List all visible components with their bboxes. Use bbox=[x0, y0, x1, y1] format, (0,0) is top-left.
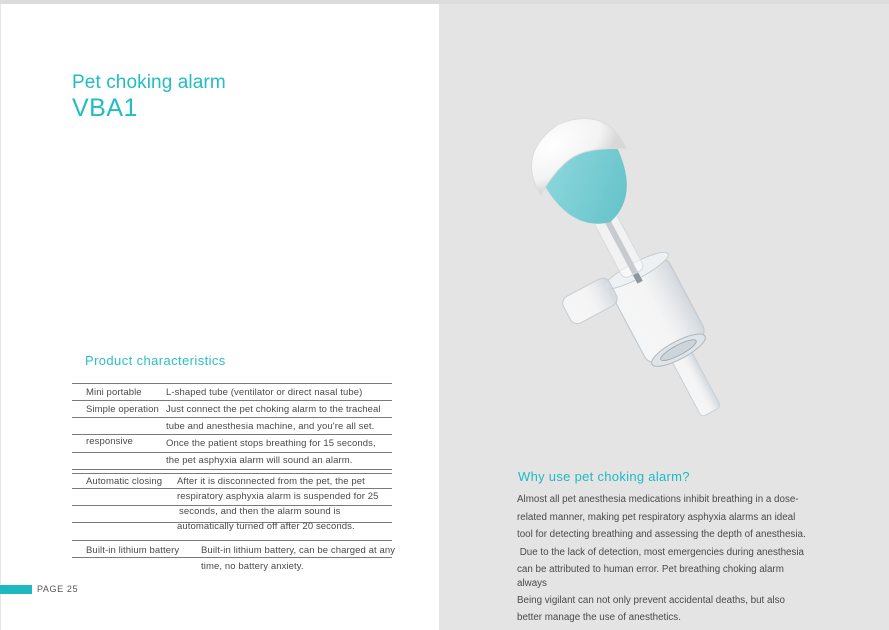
table-rule bbox=[72, 557, 392, 558]
table-rule bbox=[72, 540, 392, 541]
table-rule bbox=[72, 417, 392, 418]
left-page bbox=[0, 4, 439, 630]
row-label: Simple operation bbox=[86, 404, 159, 415]
table-rule bbox=[72, 469, 392, 470]
left-page-edge bbox=[0, 4, 1, 630]
why-paragraph-line: always bbox=[517, 578, 547, 589]
why-paragraph-line: related manner, making pet respiratory asphyxia alarms an ideal bbox=[517, 512, 796, 523]
page-number: PAGE 25 bbox=[37, 584, 79, 594]
row-text: the pet asphyxia alarm will sound an alarm. bbox=[166, 455, 353, 466]
row-text: L-shaped tube (ventilator or direct nasal tube) bbox=[166, 387, 363, 398]
why-paragraph-line: can be attributed to human error. Pet breathing choking alarm bbox=[517, 564, 784, 575]
row-text: Just connect the pet choking alarm to the tracheal bbox=[166, 404, 381, 415]
why-paragraph-line: tool for detecting breathing and assessing the depth of anesthesia. bbox=[517, 529, 806, 540]
row-text: time, no battery anxiety. bbox=[201, 561, 304, 572]
characteristics-heading: Product characteristics bbox=[85, 353, 226, 368]
page-accent-bar bbox=[0, 585, 32, 594]
table-rule bbox=[72, 488, 392, 489]
row-label: responsive bbox=[86, 436, 133, 447]
product-model: VBA1 bbox=[72, 94, 138, 122]
product-title: Pet choking alarm bbox=[72, 72, 226, 93]
why-paragraph-line: Being vigilant can not only prevent accidental deaths, but also bbox=[517, 595, 785, 606]
row-text: respiratory asphyxia alarm is suspended for 25 bbox=[177, 491, 379, 502]
row-text: tube and anesthesia machine, and you're all set. bbox=[166, 421, 375, 432]
why-paragraph-line: Almost all pet anesthesia medications inhibit breathing in a dose- bbox=[517, 494, 799, 505]
table-rule bbox=[72, 434, 392, 435]
row-label: Mini portable bbox=[86, 387, 142, 398]
row-label: Automatic closing bbox=[86, 476, 163, 487]
table-rule bbox=[72, 452, 392, 453]
row-label: Built-in lithium battery bbox=[86, 545, 180, 556]
row-text: automatically turned off after 20 seconds. bbox=[177, 521, 355, 532]
row-text: Built-in lithium battery, can be charged at any bbox=[201, 545, 396, 556]
why-paragraph-line: Due to the lack of detection, most emergencies during anesthesia bbox=[517, 547, 804, 558]
row-text: Once the patient stops breathing for 15 seconds, bbox=[166, 438, 376, 449]
row-text: After it is disconnected from the pet, the pet bbox=[177, 476, 365, 487]
table-rule bbox=[72, 473, 392, 474]
table-rule bbox=[72, 400, 392, 401]
why-paragraph-line: better manage the use of anesthetics. bbox=[517, 612, 681, 623]
product-image bbox=[530, 110, 780, 430]
table-rule bbox=[72, 383, 392, 384]
why-heading: Why use pet choking alarm? bbox=[518, 469, 690, 484]
row-text: seconds, and then the alarm sound is bbox=[179, 506, 341, 517]
